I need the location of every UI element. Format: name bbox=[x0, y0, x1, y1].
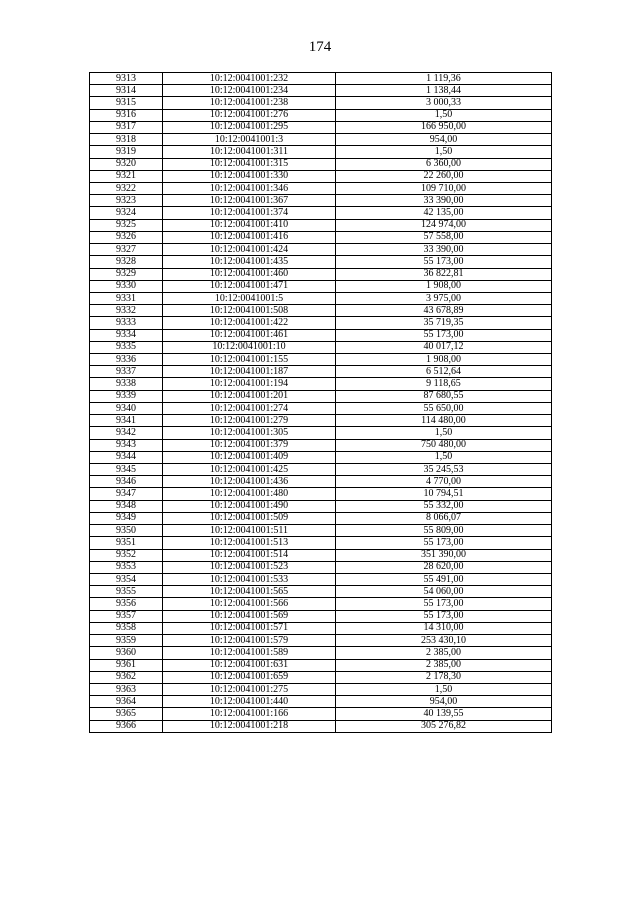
value-cell: 2 385,00 bbox=[336, 647, 552, 659]
cadastral-number-cell: 10:12:0041001:440 bbox=[163, 696, 336, 708]
table-row bbox=[90, 219, 552, 231]
value-cell: 1,50 bbox=[336, 683, 552, 695]
cadastral-number-cell: 10:12:0041001:187 bbox=[163, 366, 336, 378]
cadastral-number-cell: 10:12:0041001:571 bbox=[163, 622, 336, 634]
cadastral-number-cell: 10:12:0041001:513 bbox=[163, 537, 336, 549]
page-number: 174 bbox=[308, 39, 332, 55]
table-row bbox=[90, 109, 552, 121]
cadastral-number-cell: 10:12:0041001:436 bbox=[163, 476, 336, 488]
cadastral-number-cell: 10:12:0041001:295 bbox=[163, 121, 336, 133]
table-row bbox=[90, 561, 552, 573]
value-cell: 10 794,51 bbox=[336, 488, 552, 500]
value-cell: 166 950,00 bbox=[336, 121, 552, 133]
value-cell: 55 809,00 bbox=[336, 525, 552, 537]
row-number-cell: 9335 bbox=[90, 341, 163, 353]
cadastral-number-cell: 10:12:0041001:279 bbox=[163, 415, 336, 427]
value-cell: 253 430,10 bbox=[336, 635, 552, 647]
cadastral-number-cell: 10:12:0041001:232 bbox=[163, 73, 336, 85]
row-number-cell: 9319 bbox=[90, 146, 163, 158]
value-cell: 124 974,00 bbox=[336, 219, 552, 231]
value-cell: 36 822,81 bbox=[336, 268, 552, 280]
row-number-cell: 9364 bbox=[90, 696, 163, 708]
cadastral-number-cell: 10:12:0041001:166 bbox=[163, 708, 336, 720]
cadastral-number-cell: 10:12:0041001:471 bbox=[163, 280, 336, 292]
row-number-cell: 9346 bbox=[90, 476, 163, 488]
table-row bbox=[90, 512, 552, 524]
value-cell: 2 385,00 bbox=[336, 659, 552, 671]
value-cell: 40 017,12 bbox=[336, 341, 552, 353]
row-number-cell: 9359 bbox=[90, 635, 163, 647]
cadastral-number-cell: 10:12:0041001:569 bbox=[163, 610, 336, 622]
row-number-cell: 9360 bbox=[90, 647, 163, 659]
cadastral-number-cell: 10:12:0041001:315 bbox=[163, 158, 336, 170]
value-cell: 43 678,89 bbox=[336, 305, 552, 317]
row-number-cell: 9336 bbox=[90, 354, 163, 366]
row-number-cell: 9339 bbox=[90, 390, 163, 402]
row-number-cell: 9351 bbox=[90, 537, 163, 549]
table-row bbox=[90, 671, 552, 683]
cadastral-value-table bbox=[89, 72, 552, 733]
table-row bbox=[90, 341, 552, 353]
value-cell: 1 908,00 bbox=[336, 280, 552, 292]
row-number-cell: 9328 bbox=[90, 256, 163, 268]
value-cell: 4 770,00 bbox=[336, 476, 552, 488]
row-number-cell: 9323 bbox=[90, 195, 163, 207]
table-row bbox=[90, 647, 552, 659]
row-number-cell: 9365 bbox=[90, 708, 163, 720]
cadastral-number-cell: 10:12:0041001:589 bbox=[163, 647, 336, 659]
row-number-cell: 9322 bbox=[90, 182, 163, 194]
row-number-cell: 9349 bbox=[90, 512, 163, 524]
value-cell: 1,50 bbox=[336, 109, 552, 121]
value-cell: 35 719,35 bbox=[336, 317, 552, 329]
row-number-cell: 9330 bbox=[90, 280, 163, 292]
row-number-cell: 9325 bbox=[90, 219, 163, 231]
row-number-cell: 9314 bbox=[90, 85, 163, 97]
table-row bbox=[90, 134, 552, 146]
value-cell: 57 558,00 bbox=[336, 231, 552, 243]
table-row bbox=[90, 476, 552, 488]
value-cell: 1,50 bbox=[336, 427, 552, 439]
table-row bbox=[90, 231, 552, 243]
row-number-cell: 9329 bbox=[90, 268, 163, 280]
table-row bbox=[90, 635, 552, 647]
value-cell: 954,00 bbox=[336, 134, 552, 146]
cadastral-number-cell: 10:12:0041001:3 bbox=[163, 134, 336, 146]
value-cell: 305 276,82 bbox=[336, 720, 552, 732]
cadastral-number-cell: 10:12:0041001:509 bbox=[163, 512, 336, 524]
cadastral-number-cell: 10:12:0041001:508 bbox=[163, 305, 336, 317]
row-number-cell: 9315 bbox=[90, 97, 163, 109]
cadastral-number-cell: 10:12:0041001:490 bbox=[163, 500, 336, 512]
cadastral-number-cell: 10:12:0041001:631 bbox=[163, 659, 336, 671]
value-cell: 6 360,00 bbox=[336, 158, 552, 170]
cadastral-number-cell: 10:12:0041001:460 bbox=[163, 268, 336, 280]
table-row bbox=[90, 292, 552, 304]
value-cell: 1 908,00 bbox=[336, 354, 552, 366]
cadastral-number-cell: 10:12:0041001:275 bbox=[163, 683, 336, 695]
row-number-cell: 9338 bbox=[90, 378, 163, 390]
row-number-cell: 9350 bbox=[90, 525, 163, 537]
value-cell: 55 173,00 bbox=[336, 598, 552, 610]
value-cell: 2 178,30 bbox=[336, 671, 552, 683]
value-cell: 9 118,65 bbox=[336, 378, 552, 390]
row-number-cell: 9356 bbox=[90, 598, 163, 610]
value-cell: 109 710,00 bbox=[336, 182, 552, 194]
table-row bbox=[90, 317, 552, 329]
value-cell: 55 173,00 bbox=[336, 256, 552, 268]
table-row bbox=[90, 610, 552, 622]
table-row bbox=[90, 146, 552, 158]
table-row bbox=[90, 451, 552, 463]
row-number-cell: 9331 bbox=[90, 292, 163, 304]
value-cell: 33 390,00 bbox=[336, 244, 552, 256]
table-row bbox=[90, 464, 552, 476]
cadastral-number-cell: 10:12:0041001:379 bbox=[163, 439, 336, 451]
row-number-cell: 9317 bbox=[90, 121, 163, 133]
table-body bbox=[90, 73, 552, 733]
table-row bbox=[90, 158, 552, 170]
row-number-cell: 9326 bbox=[90, 231, 163, 243]
table-row bbox=[90, 720, 552, 732]
cadastral-number-cell: 10:12:0041001:579 bbox=[163, 635, 336, 647]
table-row bbox=[90, 415, 552, 427]
cadastral-number-cell: 10:12:0041001:218 bbox=[163, 720, 336, 732]
cadastral-number-cell: 10:12:0041001:201 bbox=[163, 390, 336, 402]
value-cell: 1,50 bbox=[336, 146, 552, 158]
value-cell: 87 680,55 bbox=[336, 390, 552, 402]
value-cell: 8 066,07 bbox=[336, 512, 552, 524]
value-cell: 55 173,00 bbox=[336, 537, 552, 549]
cadastral-number-cell: 10:12:0041001:234 bbox=[163, 85, 336, 97]
value-cell: 42 135,00 bbox=[336, 207, 552, 219]
row-number-cell: 9320 bbox=[90, 158, 163, 170]
value-cell: 54 060,00 bbox=[336, 586, 552, 598]
cadastral-number-cell: 10:12:0041001:5 bbox=[163, 292, 336, 304]
table-row bbox=[90, 439, 552, 451]
row-number-cell: 9355 bbox=[90, 586, 163, 598]
value-cell: 351 390,00 bbox=[336, 549, 552, 561]
value-cell: 28 620,00 bbox=[336, 561, 552, 573]
cadastral-number-cell: 10:12:0041001:659 bbox=[163, 671, 336, 683]
table-row bbox=[90, 378, 552, 390]
cadastral-number-cell: 10:12:0041001:424 bbox=[163, 244, 336, 256]
value-cell: 954,00 bbox=[336, 696, 552, 708]
cadastral-number-cell: 10:12:0041001:422 bbox=[163, 317, 336, 329]
row-number-cell: 9344 bbox=[90, 451, 163, 463]
table-row bbox=[90, 244, 552, 256]
cadastral-number-cell: 10:12:0041001:416 bbox=[163, 231, 336, 243]
row-number-cell: 9358 bbox=[90, 622, 163, 634]
cadastral-number-cell: 10:12:0041001:311 bbox=[163, 146, 336, 158]
row-number-cell: 9342 bbox=[90, 427, 163, 439]
table-row bbox=[90, 427, 552, 439]
table-row bbox=[90, 170, 552, 182]
cadastral-number-cell: 10:12:0041001:461 bbox=[163, 329, 336, 341]
cadastral-number-cell: 10:12:0041001:425 bbox=[163, 464, 336, 476]
cadastral-number-cell: 10:12:0041001:410 bbox=[163, 219, 336, 231]
value-cell: 6 512,64 bbox=[336, 366, 552, 378]
cadastral-number-cell: 10:12:0041001:274 bbox=[163, 402, 336, 414]
table-row bbox=[90, 97, 552, 109]
table-row bbox=[90, 182, 552, 194]
value-cell: 55 173,00 bbox=[336, 610, 552, 622]
cadastral-number-cell: 10:12:0041001:409 bbox=[163, 451, 336, 463]
table-row bbox=[90, 73, 552, 85]
table-row bbox=[90, 598, 552, 610]
row-number-cell: 9340 bbox=[90, 402, 163, 414]
table-row bbox=[90, 280, 552, 292]
row-number-cell: 9341 bbox=[90, 415, 163, 427]
table-row bbox=[90, 305, 552, 317]
cadastral-number-cell: 10:12:0041001:276 bbox=[163, 109, 336, 121]
row-number-cell: 9324 bbox=[90, 207, 163, 219]
table-row bbox=[90, 268, 552, 280]
table-row bbox=[90, 329, 552, 341]
table-row bbox=[90, 683, 552, 695]
table-row bbox=[90, 573, 552, 585]
row-number-cell: 9357 bbox=[90, 610, 163, 622]
row-number-cell: 9343 bbox=[90, 439, 163, 451]
table-row bbox=[90, 354, 552, 366]
row-number-cell: 9361 bbox=[90, 659, 163, 671]
row-number-cell: 9354 bbox=[90, 573, 163, 585]
cadastral-number-cell: 10:12:0041001:511 bbox=[163, 525, 336, 537]
value-cell: 55 650,00 bbox=[336, 402, 552, 414]
value-cell: 1 119,36 bbox=[336, 73, 552, 85]
table-row bbox=[90, 549, 552, 561]
cadastral-number-cell: 10:12:0041001:565 bbox=[163, 586, 336, 598]
cadastral-number-cell: 10:12:0041001:480 bbox=[163, 488, 336, 500]
value-cell: 14 310,00 bbox=[336, 622, 552, 634]
row-number-cell: 9345 bbox=[90, 464, 163, 476]
value-cell: 1,50 bbox=[336, 451, 552, 463]
table-row bbox=[90, 500, 552, 512]
row-number-cell: 9352 bbox=[90, 549, 163, 561]
value-cell: 114 480,00 bbox=[336, 415, 552, 427]
table-row bbox=[90, 366, 552, 378]
row-number-cell: 9332 bbox=[90, 305, 163, 317]
cadastral-number-cell: 10:12:0041001:435 bbox=[163, 256, 336, 268]
table-row bbox=[90, 390, 552, 402]
value-cell: 55 332,00 bbox=[336, 500, 552, 512]
row-number-cell: 9347 bbox=[90, 488, 163, 500]
cadastral-number-cell: 10:12:0041001:305 bbox=[163, 427, 336, 439]
row-number-cell: 9366 bbox=[90, 720, 163, 732]
cadastral-number-cell: 10:12:0041001:514 bbox=[163, 549, 336, 561]
table-row bbox=[90, 659, 552, 671]
table-row bbox=[90, 696, 552, 708]
value-cell: 22 260,00 bbox=[336, 170, 552, 182]
table-row bbox=[90, 207, 552, 219]
cadastral-number-cell: 10:12:0041001:155 bbox=[163, 354, 336, 366]
value-cell: 55 491,00 bbox=[336, 573, 552, 585]
value-cell: 3 975,00 bbox=[336, 292, 552, 304]
value-cell: 3 000,33 bbox=[336, 97, 552, 109]
table-row bbox=[90, 488, 552, 500]
value-cell: 1 138,44 bbox=[336, 85, 552, 97]
cadastral-number-cell: 10:12:0041001:194 bbox=[163, 378, 336, 390]
table-row bbox=[90, 586, 552, 598]
row-number-cell: 9363 bbox=[90, 683, 163, 695]
value-cell: 40 139,55 bbox=[336, 708, 552, 720]
row-number-cell: 9348 bbox=[90, 500, 163, 512]
row-number-cell: 9334 bbox=[90, 329, 163, 341]
table-row bbox=[90, 622, 552, 634]
table-row bbox=[90, 537, 552, 549]
cadastral-number-cell: 10:12:0041001:533 bbox=[163, 573, 336, 585]
row-number-cell: 9316 bbox=[90, 109, 163, 121]
row-number-cell: 9327 bbox=[90, 244, 163, 256]
row-number-cell: 9353 bbox=[90, 561, 163, 573]
cadastral-number-cell: 10:12:0041001:566 bbox=[163, 598, 336, 610]
row-number-cell: 9362 bbox=[90, 671, 163, 683]
table-row bbox=[90, 121, 552, 133]
value-cell: 33 390,00 bbox=[336, 195, 552, 207]
value-cell: 750 480,00 bbox=[336, 439, 552, 451]
table-row bbox=[90, 525, 552, 537]
cadastral-number-cell: 10:12:0041001:367 bbox=[163, 195, 336, 207]
row-number-cell: 9321 bbox=[90, 170, 163, 182]
row-number-cell: 9333 bbox=[90, 317, 163, 329]
table-row bbox=[90, 85, 552, 97]
table-row bbox=[90, 708, 552, 720]
value-cell: 35 245,53 bbox=[336, 464, 552, 476]
table-row bbox=[90, 402, 552, 414]
table-row bbox=[90, 195, 552, 207]
cadastral-number-cell: 10:12:0041001:523 bbox=[163, 561, 336, 573]
cadastral-number-cell: 10:12:0041001:374 bbox=[163, 207, 336, 219]
cadastral-number-cell: 10:12:0041001:346 bbox=[163, 182, 336, 194]
cadastral-number-cell: 10:12:0041001:330 bbox=[163, 170, 336, 182]
cadastral-number-cell: 10:12:0041001:238 bbox=[163, 97, 336, 109]
row-number-cell: 9337 bbox=[90, 366, 163, 378]
cadastral-number-cell: 10:12:0041001:10 bbox=[163, 341, 336, 353]
row-number-cell: 9313 bbox=[90, 73, 163, 85]
row-number-cell: 9318 bbox=[90, 134, 163, 146]
table-row bbox=[90, 256, 552, 268]
value-cell: 55 173,00 bbox=[336, 329, 552, 341]
